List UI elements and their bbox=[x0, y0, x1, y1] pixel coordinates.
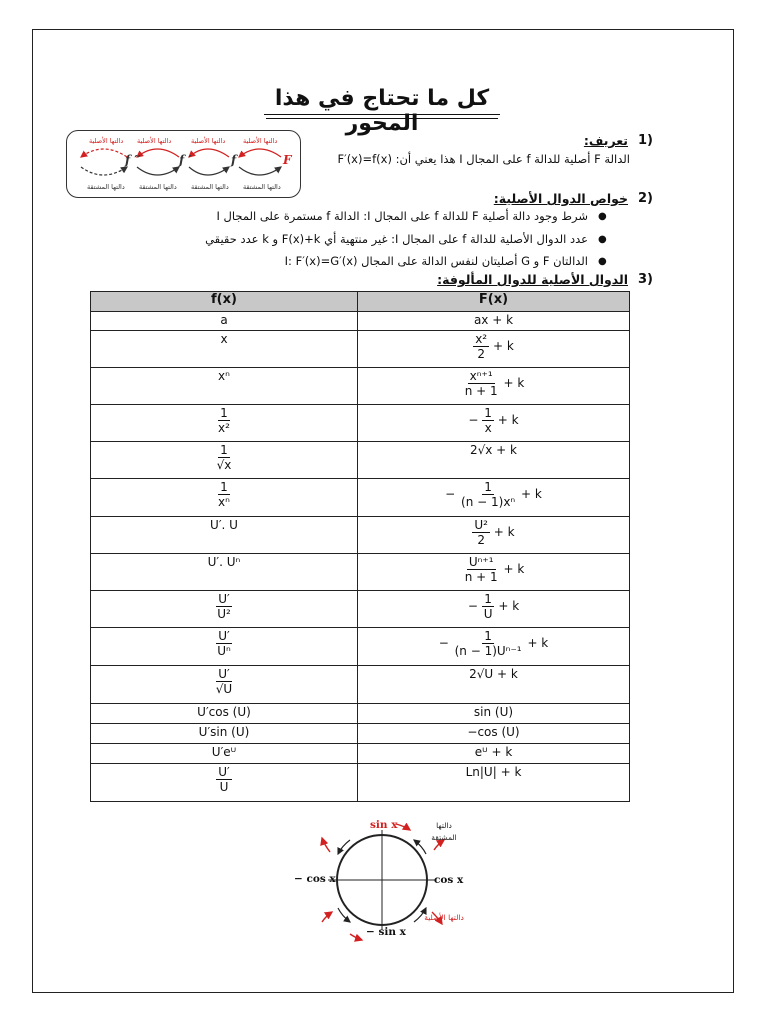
diagram-bottom-label-3: دالتها المشتقة bbox=[191, 183, 229, 191]
cell-F: eᵁ + k bbox=[474, 745, 513, 759]
section-2-title: خواص الدوال الأصلية: bbox=[493, 191, 628, 206]
cell-f bbox=[91, 405, 357, 435]
header-fx: f(x) bbox=[91, 292, 358, 312]
diagram-top-label-1: دالتها الأصلية bbox=[89, 137, 124, 145]
fraction-suffix: + k bbox=[503, 376, 525, 390]
fraction-denominator: U bbox=[483, 607, 493, 621]
fraction-denominator: n + 1 bbox=[464, 570, 498, 584]
header-Fx: F(x) bbox=[358, 292, 630, 312]
fraction-numerator: 1 bbox=[484, 406, 492, 420]
cell-f: U′. Uⁿ bbox=[207, 555, 241, 569]
fraction-numerator: U′ bbox=[218, 667, 230, 681]
section-1-definition: الدالة F أصلية للدالة f على المجال I هذا يعني أن: F′(x)=f(x) bbox=[337, 152, 630, 166]
diagram-bottom-label-4: دالتها المشتقة bbox=[243, 183, 281, 191]
cell-f: a bbox=[220, 313, 228, 327]
table-row bbox=[91, 517, 630, 554]
cell-f bbox=[91, 591, 357, 621]
section-1-number: 1) bbox=[638, 133, 653, 148]
cell-F: ax + k bbox=[473, 313, 514, 327]
fraction-denominator: x bbox=[484, 421, 492, 435]
section-3-number: 3) bbox=[638, 272, 653, 287]
fraction-denominator: U bbox=[219, 780, 229, 794]
section-2-number: 2) bbox=[638, 191, 653, 206]
section-2-bullet-1: شرط وجود دالة أصلية F للدالة f على المجال I: الدالة f مستمرة على المجال I bbox=[216, 209, 588, 223]
primitives-table bbox=[90, 291, 630, 802]
label-primitive-function: دالتها الأصلية bbox=[424, 913, 464, 922]
table-row bbox=[91, 479, 630, 517]
fraction-suffix: + k bbox=[527, 636, 549, 650]
fraction-numerator: U′ bbox=[218, 765, 230, 779]
fraction-prefix: − bbox=[438, 636, 449, 650]
fraction-denominator: Uⁿ bbox=[217, 644, 231, 658]
table-row bbox=[91, 368, 630, 405]
fraction-prefix: − bbox=[468, 413, 479, 427]
table-row bbox=[91, 628, 630, 666]
cell-F bbox=[358, 479, 629, 509]
diagram-fn-f: f bbox=[231, 153, 237, 167]
fraction-denominator: √x bbox=[216, 458, 232, 472]
cell-F bbox=[358, 628, 629, 658]
cell-F: sin (U) bbox=[473, 705, 514, 719]
fraction-denominator: (n − 1)xⁿ bbox=[461, 495, 516, 509]
cell-f: U′. U bbox=[210, 518, 238, 532]
cell-f: x bbox=[220, 332, 228, 346]
table-row bbox=[91, 744, 630, 764]
cell-F: −cos (U) bbox=[467, 725, 520, 739]
diagram-top-label-3: دالتها الأصلية bbox=[191, 137, 226, 145]
derivative-primitive-diagram bbox=[66, 130, 301, 198]
cell-F bbox=[358, 554, 629, 584]
fraction-numerator: x² bbox=[475, 332, 488, 346]
table-row bbox=[91, 724, 630, 744]
fraction-numerator: 1 bbox=[484, 592, 492, 606]
fraction-denominator: 2 bbox=[477, 347, 485, 361]
fraction-suffix: + k bbox=[521, 487, 542, 501]
section-3-title: الدوال الأصلية للدوال المألوفة: bbox=[437, 272, 628, 287]
cell-F bbox=[358, 331, 629, 361]
fraction-denominator: (n − 1)Uⁿ⁻¹ bbox=[454, 644, 522, 658]
title-underline bbox=[264, 114, 500, 115]
trig-derivative-circle bbox=[286, 816, 476, 946]
cell-F: 2√x + k bbox=[469, 443, 517, 457]
cell-f bbox=[91, 764, 357, 794]
cell-f bbox=[91, 442, 357, 472]
table-row bbox=[91, 405, 630, 442]
fraction-numerator: xⁿ⁺¹ bbox=[469, 369, 493, 383]
cell-f: U′cos (U) bbox=[197, 705, 251, 719]
diagram-fn-F: F bbox=[283, 153, 292, 167]
fraction-numerator: U² bbox=[474, 518, 488, 532]
fraction-numerator: 1 bbox=[484, 629, 492, 643]
fraction-denominator: √U bbox=[215, 682, 233, 696]
section-2-bullet-3: الدالتان F و G أصليتان لنفس الدالة على المجال I: F′(x)=G′(x) bbox=[284, 254, 588, 268]
fraction-numerator: 1 bbox=[220, 443, 228, 457]
fraction-numerator: Uⁿ⁺¹ bbox=[468, 555, 494, 569]
cell-F bbox=[358, 405, 629, 435]
cell-F: Ln|U| + k bbox=[465, 765, 522, 779]
cell-F: 2√U + k bbox=[469, 667, 518, 681]
fraction-numerator: 1 bbox=[220, 406, 228, 420]
fraction-suffix: + k bbox=[493, 525, 515, 539]
fraction-numerator: U′ bbox=[218, 592, 230, 606]
fraction-denominator: n + 1 bbox=[464, 384, 498, 398]
fraction-denominator: U² bbox=[217, 607, 231, 621]
diagram-fn-f-second: f ′′ bbox=[125, 153, 141, 167]
label-minus-sin-x: − sin x bbox=[366, 926, 406, 938]
cell-f bbox=[91, 479, 357, 509]
fraction-suffix: + k bbox=[497, 413, 519, 427]
table-row bbox=[91, 312, 630, 331]
diagram-top-label-4: دالتها الأصلية bbox=[243, 137, 278, 145]
label-minus-cos-x: − cos x bbox=[294, 873, 336, 885]
cell-F bbox=[358, 591, 629, 621]
table-row bbox=[91, 442, 630, 479]
cell-f: U′sin (U) bbox=[198, 725, 250, 739]
fraction-numerator: 1 bbox=[220, 480, 228, 494]
fraction-prefix: − bbox=[445, 487, 456, 501]
table-header-row bbox=[91, 292, 630, 312]
label-derivative-function: دالتها المشتقة bbox=[431, 821, 457, 842]
fraction-suffix: + k bbox=[498, 599, 520, 613]
cell-f: xⁿ bbox=[218, 369, 230, 383]
bullet-dot-2: ● bbox=[598, 234, 607, 245]
fraction-numerator: U′ bbox=[218, 629, 230, 643]
diagram-fn-f-prime: f ′ bbox=[179, 153, 192, 167]
fraction-denominator: x² bbox=[218, 421, 230, 435]
cell-f: U′eᵁ bbox=[211, 745, 237, 759]
table-row bbox=[91, 591, 630, 628]
table-row bbox=[91, 554, 630, 591]
bullet-dot-3: ● bbox=[598, 256, 607, 267]
cell-F bbox=[358, 517, 629, 547]
fraction-prefix: − bbox=[467, 599, 478, 613]
fraction-suffix: + k bbox=[492, 339, 514, 353]
cell-F bbox=[358, 368, 629, 398]
cell-f bbox=[91, 628, 357, 658]
diagram-bottom-label-1: دالتها المشتقة bbox=[87, 183, 125, 191]
table-row bbox=[91, 704, 630, 724]
cell-f bbox=[91, 666, 357, 696]
fraction-numerator: 1 bbox=[484, 480, 492, 494]
label-cos-x: cos x bbox=[434, 874, 464, 886]
bullet-dot-1: ● bbox=[598, 211, 607, 222]
title-underline-second bbox=[266, 118, 498, 119]
diagram-bottom-label-2: دالتها المشتقة bbox=[139, 183, 177, 191]
section-2-bullet-2: عدد الدوال الأصلية للدالة f على المجال I: غير منتهية أي F(x)+k و k عدد حقيقي bbox=[205, 232, 588, 246]
table-row bbox=[91, 764, 630, 802]
fraction-suffix: + k bbox=[503, 562, 525, 576]
fraction-denominator: xⁿ bbox=[218, 495, 230, 509]
table-row bbox=[91, 666, 630, 704]
diagram-top-label-2: دالتها الأصلية bbox=[137, 137, 172, 145]
table-row bbox=[91, 331, 630, 368]
fraction-denominator: 2 bbox=[477, 533, 485, 547]
label-sin-x: sin x bbox=[370, 819, 398, 831]
section-1-title: تعريف: bbox=[583, 133, 628, 148]
page-title: كل ما تحتاج في هذا المحور bbox=[274, 86, 490, 136]
